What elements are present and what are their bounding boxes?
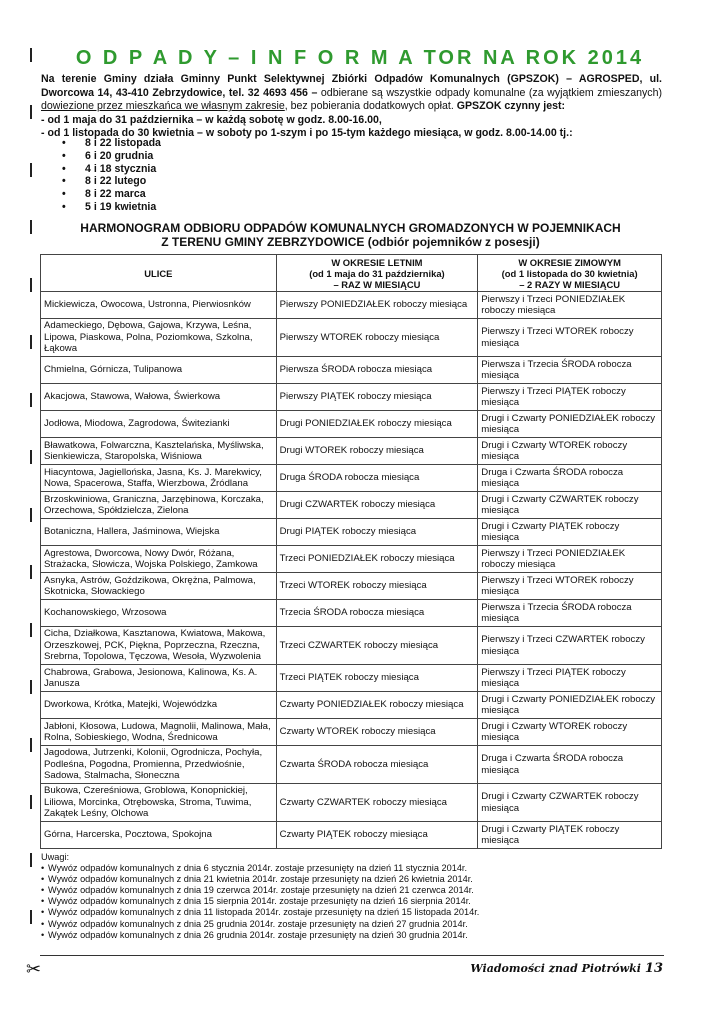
cell-winter: Drugi i Czwarty PIĄTEK roboczy miesiąca	[478, 822, 662, 849]
intro-gpszok-address: Na terenie Gminy działa Gminny Punkt Selektywnej Zbiórki Odpadów Komunalnych (GPSZOK) – AGROSPED, ul. Dworcowa 14, 43-410 Zebrzydowice, tel. 32 4693 456 –	[41, 73, 662, 99]
cell-summer: Czwarty WTOREK roboczy miesiąca	[276, 719, 478, 746]
cell-summer: Drugi CZWARTEK roboczy miesiąca	[276, 492, 478, 519]
schedule-heading	[40, 221, 661, 249]
cell-streets: Asnyka, Astrów, Goździkowa, Okrężna, Palmowa, Skotnicka, Słowackiego	[41, 573, 277, 600]
cell-winter: Pierwszy i Trzeci CZWARTEK roboczy miesiąca	[478, 627, 662, 665]
cell-winter: Drugi i Czwarty PONIEDZIAŁEK roboczy miesiąca	[478, 411, 662, 438]
cell-summer: Pierwszy PONIEDZIAŁEK roboczy miesiąca	[276, 292, 478, 319]
header-summer-line: (od 1 maja do 31 października)	[309, 267, 445, 279]
scissors-icon: ✂	[26, 959, 42, 979]
cell-streets: Dworkowa, Krótka, Matejki, Wojewódzka	[41, 692, 277, 719]
page-title: O D P A D Y – I N F O R M A TOR NA ROK 2014	[75, 47, 645, 69]
cell-summer: Pierwszy PIĄTEK roboczy miesiąca	[276, 384, 478, 411]
header-summer-line: – RAZ W MIESIĄCU	[333, 278, 421, 290]
cell-winter: Pierwszy i Trzeci PONIEDZIAŁEK roboczy miesiąca	[478, 292, 662, 319]
cut-guide-marks	[30, 48, 34, 948]
table-header-row	[41, 255, 662, 292]
list-item: • 5 i 19 kwietnia	[62, 201, 161, 214]
publication-name: Wiadomości znad Piotrówki	[470, 962, 641, 975]
cell-summer: Czwarty PONIEDZIAŁEK roboczy miesiąca	[276, 692, 478, 719]
list-item: • 8 i 22 listopada	[62, 137, 161, 150]
cell-winter: Drugi i Czwarty WTOREK roboczy miesiąca	[478, 719, 662, 746]
cell-winter: Drugi i Czwarty PONIEDZIAŁEK roboczy miesiąca	[478, 692, 662, 719]
cell-streets: Jodłowa, Miodowa, Zagrodowa, Świtezianki	[41, 411, 277, 438]
cell-streets: Chabrowa, Grabowa, Jesionowa, Kalinowa, Ks. A. Janusza	[41, 665, 277, 692]
table-row	[41, 784, 662, 822]
note-item: • Wywóz odpadów komunalnych z dnia 15 sierpnia 2014r. zostaje przesunięty na dzień 16 sierpnia 2014r.	[41, 896, 661, 907]
intro-winter-hours: - od 1 listopada do 30 kwietnia – w soboty po 1-szym i po 15-tym każdego miesiąca, w godz. 8.00-14.00 tj.:	[41, 127, 573, 140]
list-item: • 8 i 22 lutego	[62, 175, 161, 188]
intro-underlined: dowiezione przez mieszkańca we własnym zakresie	[41, 100, 285, 113]
cell-streets: Botaniczna, Hallera, Jaśminowa, Wiejska	[41, 519, 277, 546]
table-row	[41, 292, 662, 319]
saturday-dates-list	[62, 137, 161, 214]
intro-hours-label: GPSZOK czynny jest:	[456, 100, 566, 113]
table-row	[41, 492, 662, 519]
cell-summer: Czwarta ŚRODA robocza miesiąca	[276, 746, 478, 784]
cell-streets: Jagodowa, Jutrzenki, Kolonii, Ogrodnicza, Pochyła, Podleśna, Pogodna, Promienna, Przedwiośnie, Sadowa, Stalmacha, Słoneczna	[41, 746, 277, 784]
table-row	[41, 627, 662, 665]
table-row	[41, 465, 662, 492]
cell-streets: Agrestowa, Dworcowa, Nowy Dwór, Różana, Strażacka, Słowicza, Wojska Polskiego, Zamkowa	[41, 546, 277, 573]
cell-summer: Trzeci PIĄTEK roboczy miesiąca	[276, 665, 478, 692]
cell-summer: Trzeci CZWARTEK roboczy miesiąca	[276, 627, 478, 665]
note-item: • Wywóz odpadów komunalnych z dnia 21 kwietnia 2014r. zostaje przesunięty na dzień 26 kwietnia 2014r.	[41, 874, 661, 885]
cell-summer: Trzecia ŚRODA robocza miesiąca	[276, 600, 478, 627]
cell-summer: Czwarty PIĄTEK roboczy miesiąca	[276, 822, 478, 849]
notes-label: Uwagi:	[41, 852, 70, 862]
intro-summer-hours: - od 1 maja do 31 października – w każdą sobotę w godz. 8.00-16.00,	[41, 113, 382, 126]
header-winter	[478, 255, 662, 292]
note-item: • Wywóz odpadów komunalnych z dnia 26 grudnia 2014r. zostaje przesunięty na dzień 30 grudnia 2014r.	[41, 930, 661, 941]
table-row	[41, 665, 662, 692]
cell-winter: Pierwszy i Trzeci WTOREK roboczy miesiąca	[478, 319, 662, 357]
cell-winter: Pierwsza i Trzecia ŚRODA robocza miesiąca	[478, 600, 662, 627]
schedule-heading-line1: HARMONOGRAM ODBIORU ODPADÓW KOMUNALNYCH GROMADZONYCH W POJEMNIKACH	[80, 221, 621, 235]
header-streets: ULICE	[41, 255, 277, 292]
cell-streets: Bukowa, Czereśniowa, Groblowa, Konopnickiej, Liliowa, Morcinka, Otrębowska, Stroma, Tuwima, Zakątek Leśny, Olchowa	[41, 784, 277, 822]
table-row	[41, 546, 662, 573]
table-row	[41, 600, 662, 627]
cell-summer: Trzeci WTOREK roboczy miesiąca	[276, 573, 478, 600]
table-row	[41, 438, 662, 465]
cell-summer: Drugi WTOREK roboczy miesiąca	[276, 438, 478, 465]
header-winter-line: – 2 RAZY W MIESIĄCU	[519, 278, 621, 290]
cell-summer: Pierwszy WTOREK roboczy miesiąca	[276, 319, 478, 357]
cell-streets: Jabłoni, Kłosowa, Ludowa, Magnolii, Malinowa, Mała, Rolna, Sobieskiego, Wodna, Średnicowa	[41, 719, 277, 746]
list-item: • 8 i 22 marca	[62, 188, 161, 201]
cell-summer: Czwarty CZWARTEK roboczy miesiąca	[276, 784, 478, 822]
cell-streets: Brzoskwiniowa, Graniczna, Jarzębinowa, Korczaka, Orzechowa, Spółdzielcza, Zielona	[41, 492, 277, 519]
cell-winter: Drugi i Czwarty CZWARTEK roboczy miesiąca	[478, 784, 662, 822]
table-row	[41, 719, 662, 746]
table-row	[41, 692, 662, 719]
cell-summer: Pierwsza ŚRODA robocza miesiąca	[276, 357, 478, 384]
intro-text: odbierane są wszystkie odpady komunalne (za wyjątkiem zmieszanych)	[317, 86, 662, 99]
cell-winter: Druga i Czwarta ŚRODA robocza miesiąca	[478, 746, 662, 784]
cell-winter: Drugi i Czwarty PIĄTEK roboczy miesiąca	[478, 519, 662, 546]
note-item: • Wywóz odpadów komunalnych z dnia 19 czerwca 2014r. zostaje przesunięty na dzień 21 czerwca 2014r.	[41, 885, 661, 896]
cell-winter: Drugi i Czwarty CZWARTEK roboczy miesiąca	[478, 492, 662, 519]
table-row	[41, 357, 662, 384]
cell-streets: Chmielna, Górnicza, Tulipanowa	[41, 357, 277, 384]
header-summer	[276, 255, 478, 292]
table-row	[41, 519, 662, 546]
cell-winter: Pierwszy i Trzeci WTOREK roboczy miesiąca	[478, 573, 662, 600]
collection-schedule-table	[40, 254, 662, 849]
cell-winter: Drugi i Czwarty WTOREK roboczy miesiąca	[478, 438, 662, 465]
page-number: 13	[644, 961, 663, 976]
cell-streets: Górna, Harcerska, Pocztowa, Spokojna	[41, 822, 277, 849]
table-row	[41, 384, 662, 411]
cell-summer: Druga ŚRODA robocza miesiąca	[276, 465, 478, 492]
cell-streets: Hiacyntowa, Jagiellońska, Jasna, Ks. J. Marekwicy, Nowa, Spacerowa, Staffa, Wierzbowa, Źródlana	[41, 465, 277, 492]
schedule-heading-line2: Z TERENU GMINY ZEBRZYDOWICE (odbiór pojemników z posesji)	[161, 235, 540, 249]
cell-summer: Trzeci PONIEDZIAŁEK roboczy miesiąca	[276, 546, 478, 573]
cell-streets: Cicha, Działkowa, Kasztanowa, Kwiatowa, Makowa, Orzeszkowej, PCK, Piękna, Poprzeczna, Rzeczna, Srebrna, Topolowa, Tęczowa, Wesoła, Wyzwolenia	[41, 627, 277, 665]
cell-winter: Pierwszy i Trzeci PIĄTEK roboczy miesiąca	[478, 384, 662, 411]
page-footer	[470, 961, 663, 976]
footer-divider	[40, 955, 664, 956]
header-winter-line: W OKRESIE ZIMOWYM	[518, 256, 621, 268]
cell-streets: Kochanowskiego, Wrzosowa	[41, 600, 277, 627]
list-item: • 4 i 18 stycznia	[62, 163, 161, 176]
intro-paragraph	[41, 73, 662, 141]
cell-winter: Druga i Czwarta ŚRODA robocza miesiąca	[478, 465, 662, 492]
table-row	[41, 319, 662, 357]
cell-winter: Pierwszy i Trzeci PIĄTEK roboczy miesiąca	[478, 665, 662, 692]
table-row	[41, 411, 662, 438]
cell-winter: Pierwszy i Trzeci PONIEDZIAŁEK roboczy miesiąca	[478, 546, 662, 573]
table-row	[41, 573, 662, 600]
table-row	[41, 746, 662, 784]
header-winter-line: (od 1 listopada do 30 kwietnia)	[501, 267, 638, 279]
cell-summer: Drugi PONIEDZIAŁEK roboczy miesiąca	[276, 411, 478, 438]
note-item: • Wywóz odpadów komunalnych z dnia 25 grudnia 2014r. zostaje przesunięty na dzień 27 grudnia 2014r.	[41, 919, 661, 930]
table-row	[41, 822, 662, 849]
cell-streets: Mickiewicza, Owocowa, Ustronna, Pierwiosnków	[41, 292, 277, 319]
cell-summer: Drugi PIĄTEK roboczy miesiąca	[276, 519, 478, 546]
note-item: • Wywóz odpadów komunalnych z dnia 6 stycznia 2014r. zostaje przesunięty na dzień 11 stycznia 2014r.	[41, 863, 661, 874]
header-summer-line: W OKRESIE LETNIM	[331, 256, 423, 268]
cell-streets: Bławatkowa, Folwarczna, Kasztelańska, Myśliwska, Sienkiewicza, Staropolska, Wiśniowa	[41, 438, 277, 465]
cell-winter: Pierwsza i Trzecia ŚRODA robocza miesiąca	[478, 357, 662, 384]
cell-streets: Adameckiego, Dębowa, Gajowa, Krzywa, Leśna, Lipowa, Piaskowa, Polna, Poziomkowa, Szkolna, Łąkowa	[41, 319, 277, 357]
intro-text-2: , bez pobierania dodatkowych opłat.	[284, 100, 457, 113]
notes-section	[41, 852, 661, 941]
note-item: • Wywóz odpadów komunalnych z dnia 11 listopada 2014r. zostaje przesunięty na dzień 15 listopada 2014r.	[41, 907, 661, 918]
cell-streets: Akacjowa, Stawowa, Wałowa, Świerkowa	[41, 384, 277, 411]
list-item: • 6 i 20 grudnia	[62, 150, 161, 163]
